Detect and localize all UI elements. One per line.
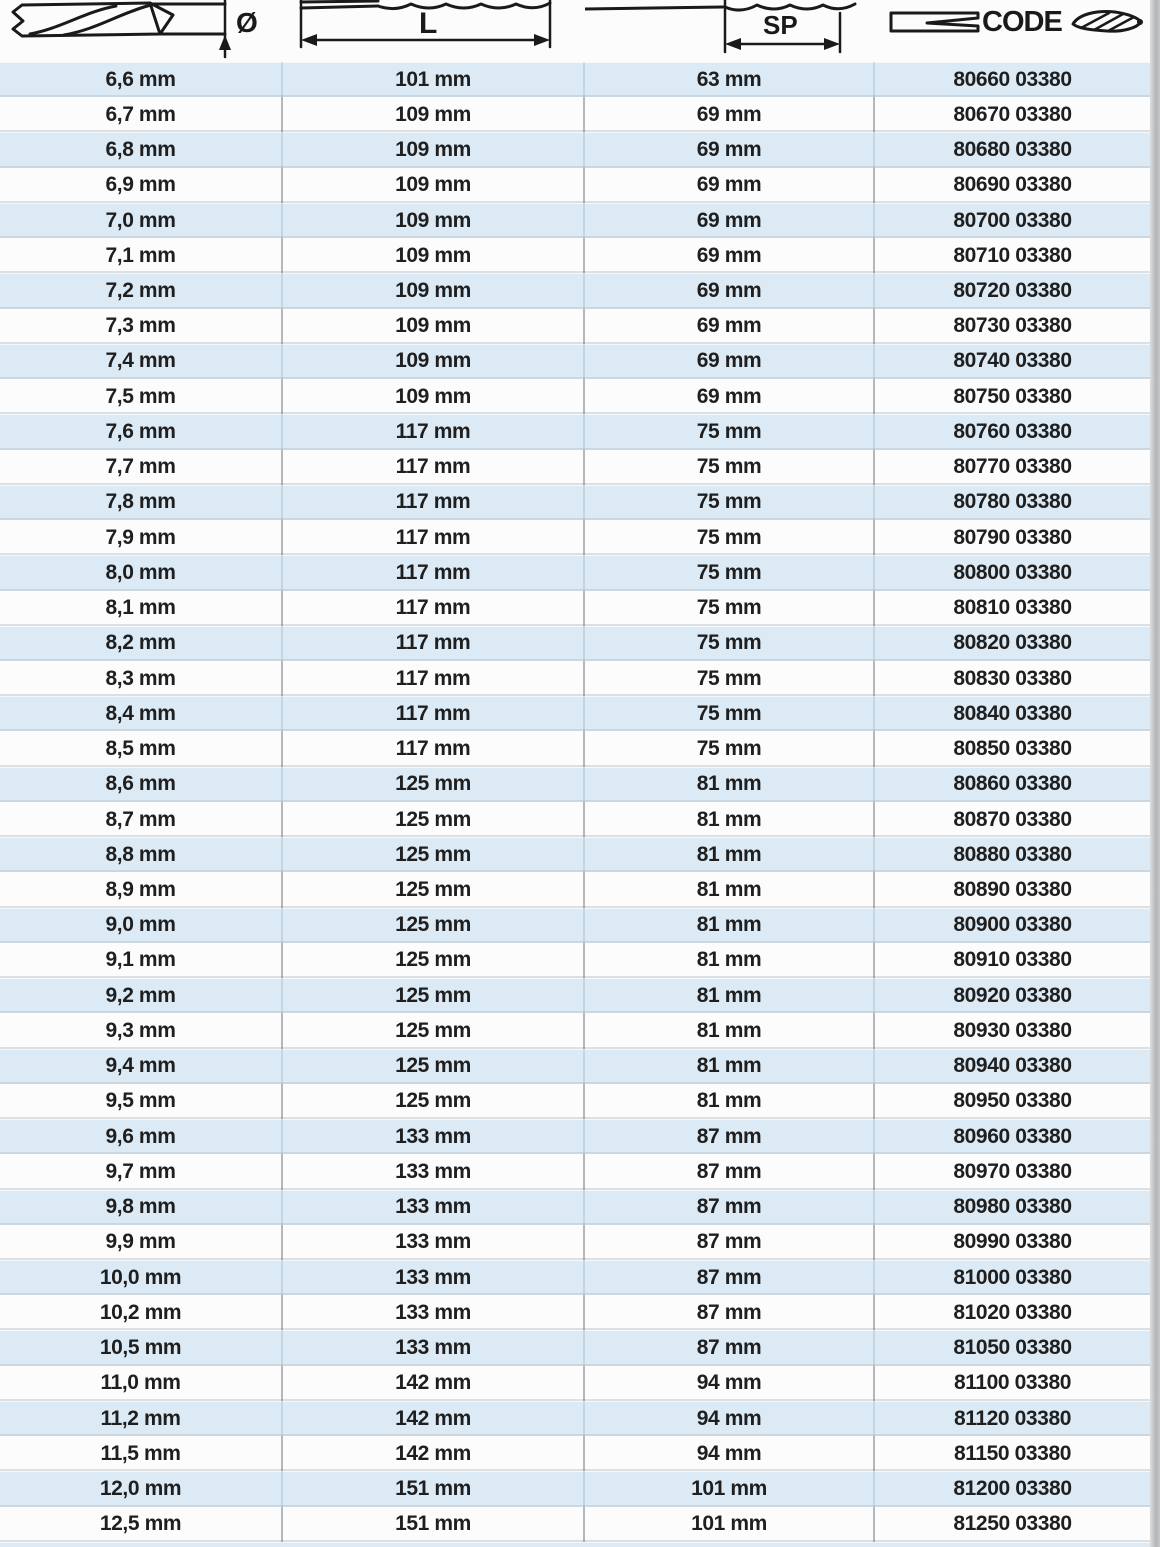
- cell-spiral-length: 75 mm: [585, 485, 875, 520]
- cell-diameter: 8,2 mm: [0, 626, 283, 661]
- table-row: [0, 908, 1150, 943]
- cell-code: 80960 03380: [953, 1124, 1072, 1148]
- cell-code: 80660 03380: [953, 67, 1072, 91]
- cell-code: 80790 03380: [953, 525, 1072, 549]
- table-row: [0, 767, 1150, 802]
- cell-overall-length: 109 mm: [283, 379, 585, 414]
- cell-overall-length: 142 mm: [283, 1401, 585, 1436]
- cell-spiral-length: 87 mm: [585, 1154, 875, 1189]
- cell-code: 80670 03380: [953, 102, 1072, 126]
- cell-overall-length: 117 mm: [283, 520, 585, 555]
- cell-spiral-length: 87 mm: [585, 1225, 875, 1260]
- cell-code: 81050 03380: [953, 1336, 1072, 1360]
- cell-diameter: 7,8 mm: [0, 485, 283, 520]
- header-diameter: [0, 0, 283, 62]
- cell-spiral-length: 63 mm: [585, 62, 875, 97]
- cell-diameter: 10,5 mm: [0, 1330, 283, 1365]
- table-row: [0, 520, 1150, 555]
- cell-overall-length: 133 mm: [283, 1154, 585, 1189]
- table-row: [0, 1190, 1150, 1225]
- cell-spiral-length: 101 mm: [585, 1471, 875, 1506]
- cell-code: 80930 03380: [953, 1018, 1072, 1042]
- cell-spiral-length: 75 mm: [585, 661, 875, 696]
- cell-diameter: 7,5 mm: [0, 379, 283, 414]
- cell-overall-length: 117 mm: [283, 591, 585, 626]
- table-row: [0, 485, 1150, 520]
- cell-code: 80890 03380: [953, 878, 1072, 901]
- cell-overall-length: 151 mm: [283, 1471, 585, 1506]
- cell-overall-length: 109 mm: [283, 203, 585, 238]
- cell-code: 80970 03380: [953, 1159, 1072, 1183]
- cell-overall-length: 133 mm: [283, 1119, 585, 1154]
- cell-overall-length: 133 mm: [283, 1330, 585, 1365]
- cell-spiral-length: 81 mm: [585, 837, 875, 872]
- spec-table-body: [0, 62, 1150, 1542]
- cell-code: 80710 03380: [953, 243, 1072, 267]
- cell-overall-length: 125 mm: [283, 1049, 585, 1084]
- cell-diameter: 10,2 mm: [0, 1295, 283, 1330]
- cell-diameter: 7,4 mm: [0, 344, 283, 379]
- cell-overall-length: 125 mm: [283, 1084, 585, 1119]
- cell-diameter: 8,7 mm: [0, 802, 283, 837]
- cell-spiral-length: 69 mm: [585, 379, 875, 414]
- table-row: [0, 414, 1150, 449]
- cell-diameter: 7,1 mm: [0, 238, 283, 273]
- cell-diameter: 7,3 mm: [0, 309, 283, 344]
- cell-code: 80840 03380: [953, 701, 1072, 725]
- table-row: [0, 661, 1150, 696]
- cell-code: 80860 03380: [953, 772, 1072, 796]
- cell-spiral-length: 81 mm: [585, 802, 875, 837]
- table-row: [0, 555, 1150, 590]
- table-row: [0, 344, 1150, 379]
- cell-overall-length: 133 mm: [283, 1225, 585, 1260]
- cell-overall-length: 117 mm: [283, 450, 585, 485]
- table-row: [0, 1119, 1150, 1154]
- table-row: [0, 626, 1150, 661]
- cell-code: 81250 03380: [953, 1512, 1072, 1536]
- cell-diameter: 6,8 mm: [0, 132, 283, 167]
- cell-spiral-length: 87 mm: [585, 1190, 875, 1225]
- cell-overall-length: 142 mm: [283, 1366, 585, 1401]
- table-row: [0, 802, 1150, 837]
- cell-overall-length: 117 mm: [283, 626, 585, 661]
- cell-code: 80830 03380: [953, 666, 1072, 690]
- table-row: [0, 943, 1150, 978]
- table-row: [0, 309, 1150, 344]
- cell-overall-length: 125 mm: [283, 872, 585, 907]
- cell-diameter: 7,9 mm: [0, 520, 283, 555]
- cell-spiral-length: 75 mm: [585, 731, 875, 766]
- cell-diameter: 8,6 mm: [0, 767, 283, 802]
- table-row: [0, 97, 1150, 132]
- cell-overall-length: 133 mm: [283, 1260, 585, 1295]
- cell-code: 81100 03380: [953, 1371, 1072, 1395]
- table-row: [0, 1154, 1150, 1189]
- cell-code: 80870 03380: [953, 807, 1072, 831]
- cell-diameter: 7,7 mm: [0, 450, 283, 485]
- cell-spiral-length: 81 mm: [585, 1049, 875, 1084]
- cell-spiral-length: 87 mm: [585, 1295, 875, 1330]
- cell-spiral-length: 87 mm: [585, 1260, 875, 1295]
- table-row: [0, 1401, 1150, 1436]
- drill-spiral-icon: [585, 0, 875, 62]
- table-row: [0, 273, 1150, 308]
- cell-diameter: 6,9 mm: [0, 168, 283, 203]
- cell-diameter: 9,4 mm: [0, 1049, 283, 1084]
- cell-diameter: 7,0 mm: [0, 203, 283, 238]
- table-row: [0, 62, 1150, 97]
- cell-overall-length: 117 mm: [283, 731, 585, 766]
- table-row: [0, 379, 1150, 414]
- header-length: [283, 0, 585, 62]
- cell-spiral-length: 75 mm: [585, 591, 875, 626]
- drill-length-icon: [283, 0, 585, 62]
- cell-code: 81020 03380: [953, 1300, 1072, 1324]
- diameter-symbol: Ø: [236, 7, 258, 38]
- cell-code: 81150 03380: [953, 1441, 1072, 1465]
- cell-overall-length: 109 mm: [283, 273, 585, 308]
- cell-spiral-length: 69 mm: [585, 344, 875, 379]
- cell-diameter: 8,8 mm: [0, 837, 283, 872]
- cell-diameter: 9,7 mm: [0, 1154, 283, 1189]
- header-code: [875, 0, 1150, 62]
- cell-diameter: 8,0 mm: [0, 555, 283, 590]
- cell-spiral-length: 81 mm: [585, 1084, 875, 1119]
- cell-diameter: 8,4 mm: [0, 696, 283, 731]
- scan-edge: [1150, 0, 1160, 1547]
- cell-code: 80980 03380: [953, 1195, 1072, 1219]
- cell-diameter: 7,2 mm: [0, 273, 283, 308]
- cell-spiral-length: 69 mm: [585, 309, 875, 344]
- table-row: [0, 1260, 1150, 1295]
- cell-overall-length: 109 mm: [283, 344, 585, 379]
- cell-diameter: 8,5 mm: [0, 731, 283, 766]
- cell-diameter: 11,5 mm: [0, 1436, 283, 1471]
- table-row: [0, 696, 1150, 731]
- cell-code: 80760 03380: [953, 419, 1072, 443]
- cell-diameter: 8,9 mm: [0, 872, 283, 907]
- cell-diameter: 10,0 mm: [0, 1260, 283, 1295]
- cell-code: 80820 03380: [953, 631, 1072, 655]
- cell-code: 80740 03380: [953, 349, 1072, 373]
- cell-spiral-length: 87 mm: [585, 1119, 875, 1154]
- cell-spiral-length: 69 mm: [585, 238, 875, 273]
- cell-spiral-length: 94 mm: [585, 1366, 875, 1401]
- cell-diameter: 11,2 mm: [0, 1401, 283, 1436]
- table-row: [0, 450, 1150, 485]
- cell-overall-length: 117 mm: [283, 414, 585, 449]
- cell-overall-length: 125 mm: [283, 837, 585, 872]
- cell-diameter: 12,5 mm: [0, 1507, 283, 1542]
- cell-diameter: 9,0 mm: [0, 908, 283, 943]
- cell-diameter: 9,5 mm: [0, 1084, 283, 1119]
- header-spiral-length: [585, 0, 875, 62]
- cell-spiral-length: 75 mm: [585, 414, 875, 449]
- cell-overall-length: 109 mm: [283, 309, 585, 344]
- cell-code: 80940 03380: [953, 1054, 1072, 1078]
- cell-overall-length: 109 mm: [283, 238, 585, 273]
- cell-overall-length: 109 mm: [283, 168, 585, 203]
- table-row: [0, 1471, 1150, 1506]
- cell-spiral-length: 75 mm: [585, 626, 875, 661]
- cell-code: 80770 03380: [953, 455, 1072, 479]
- table-row: [0, 1295, 1150, 1330]
- table-row: [0, 1084, 1150, 1119]
- cell-spiral-length: 94 mm: [585, 1401, 875, 1436]
- cell-overall-length: 142 mm: [283, 1436, 585, 1471]
- table-row: [0, 837, 1150, 872]
- cell-code: 80850 03380: [953, 737, 1072, 761]
- cell-spiral-length: 69 mm: [585, 132, 875, 167]
- cell-code: 80880 03380: [953, 842, 1072, 866]
- drill-code-icon: [875, 0, 1150, 62]
- cell-overall-length: 117 mm: [283, 661, 585, 696]
- cell-overall-length: 133 mm: [283, 1190, 585, 1225]
- cell-overall-length: 125 mm: [283, 943, 585, 978]
- cell-spiral-length: 81 mm: [585, 943, 875, 978]
- table-row: [0, 168, 1150, 203]
- cell-spiral-length: 81 mm: [585, 872, 875, 907]
- cell-code: 80900 03380: [953, 913, 1072, 937]
- cell-diameter: 9,2 mm: [0, 978, 283, 1013]
- cell-code: 80700 03380: [953, 208, 1072, 232]
- cell-spiral-length: 101 mm: [585, 1507, 875, 1542]
- cell-overall-length: 117 mm: [283, 696, 585, 731]
- cell-spiral-length: 81 mm: [585, 908, 875, 943]
- cell-spiral-length: 69 mm: [585, 203, 875, 238]
- cell-overall-length: 133 mm: [283, 1295, 585, 1330]
- table-header: [0, 0, 1160, 62]
- cell-code: 80910 03380: [953, 948, 1072, 972]
- cell-spiral-length: 75 mm: [585, 520, 875, 555]
- table-row: [0, 238, 1150, 273]
- cell-code: 80720 03380: [953, 279, 1072, 303]
- cell-overall-length: 125 mm: [283, 802, 585, 837]
- cell-code: 80950 03380: [953, 1089, 1072, 1113]
- table-row: [0, 1049, 1150, 1084]
- cell-diameter: 9,1 mm: [0, 943, 283, 978]
- cell-code: 80990 03380: [953, 1230, 1072, 1254]
- cell-code: 80800 03380: [953, 560, 1072, 584]
- table-row: [0, 1330, 1150, 1365]
- length-symbol: L: [419, 7, 438, 40]
- cell-overall-length: 125 mm: [283, 908, 585, 943]
- table-row: [0, 872, 1150, 907]
- table-row: [0, 1013, 1150, 1048]
- cell-spiral-length: 87 mm: [585, 1330, 875, 1365]
- spiral-symbol: SP: [763, 10, 798, 40]
- cell-spiral-length: 81 mm: [585, 1013, 875, 1048]
- cell-code: 81000 03380: [953, 1265, 1072, 1289]
- cell-overall-length: 101 mm: [283, 62, 585, 97]
- cell-diameter: 9,3 mm: [0, 1013, 283, 1048]
- partial-row: [0, 1542, 1150, 1547]
- cell-overall-length: 109 mm: [283, 97, 585, 132]
- table-row: [0, 731, 1150, 766]
- cell-diameter: 7,6 mm: [0, 414, 283, 449]
- cell-diameter: 9,9 mm: [0, 1225, 283, 1260]
- table-row: [0, 1436, 1150, 1471]
- cell-diameter: 6,6 mm: [0, 62, 283, 97]
- cell-code: 81120 03380: [953, 1406, 1072, 1430]
- cell-code: 81200 03380: [953, 1476, 1072, 1500]
- table-row: [0, 132, 1150, 167]
- cell-diameter: 6,7 mm: [0, 97, 283, 132]
- cell-code: 80780 03380: [953, 490, 1072, 514]
- cell-code: 80750 03380: [953, 384, 1072, 408]
- cell-spiral-length: 69 mm: [585, 168, 875, 203]
- code-label: CODE: [982, 6, 1062, 38]
- table-row: [0, 978, 1150, 1013]
- table-row: [0, 1225, 1150, 1260]
- cell-code: 80680 03380: [953, 138, 1072, 162]
- cell-overall-length: 117 mm: [283, 485, 585, 520]
- cell-code: 80810 03380: [953, 596, 1072, 620]
- table-row: [0, 1366, 1150, 1401]
- table-row: [0, 591, 1150, 626]
- cell-overall-length: 117 mm: [283, 555, 585, 590]
- cell-code: 80920 03380: [953, 983, 1072, 1007]
- cell-spiral-length: 81 mm: [585, 978, 875, 1013]
- cell-spiral-length: 94 mm: [585, 1436, 875, 1471]
- cell-diameter: 11,0 mm: [0, 1366, 283, 1401]
- table-row: [0, 203, 1150, 238]
- cell-overall-length: 109 mm: [283, 132, 585, 167]
- cell-overall-length: 125 mm: [283, 767, 585, 802]
- cell-diameter: 9,6 mm: [0, 1119, 283, 1154]
- cell-spiral-length: 75 mm: [585, 555, 875, 590]
- drill-diameter-icon: [0, 0, 283, 62]
- cell-diameter: 8,1 mm: [0, 591, 283, 626]
- cell-code: 80730 03380: [953, 314, 1072, 338]
- cell-overall-length: 151 mm: [283, 1507, 585, 1542]
- cell-overall-length: 125 mm: [283, 978, 585, 1013]
- cell-spiral-length: 69 mm: [585, 273, 875, 308]
- table-row: [0, 1507, 1150, 1542]
- cell-code: 80690 03380: [953, 173, 1072, 197]
- cell-diameter: 9,8 mm: [0, 1190, 283, 1225]
- cell-spiral-length: 75 mm: [585, 450, 875, 485]
- cell-spiral-length: 75 mm: [585, 696, 875, 731]
- cell-overall-length: 125 mm: [283, 1013, 585, 1048]
- cell-diameter: 12,0 mm: [0, 1471, 283, 1506]
- cell-diameter: 8,3 mm: [0, 661, 283, 696]
- cell-spiral-length: 69 mm: [585, 97, 875, 132]
- cell-spiral-length: 81 mm: [585, 767, 875, 802]
